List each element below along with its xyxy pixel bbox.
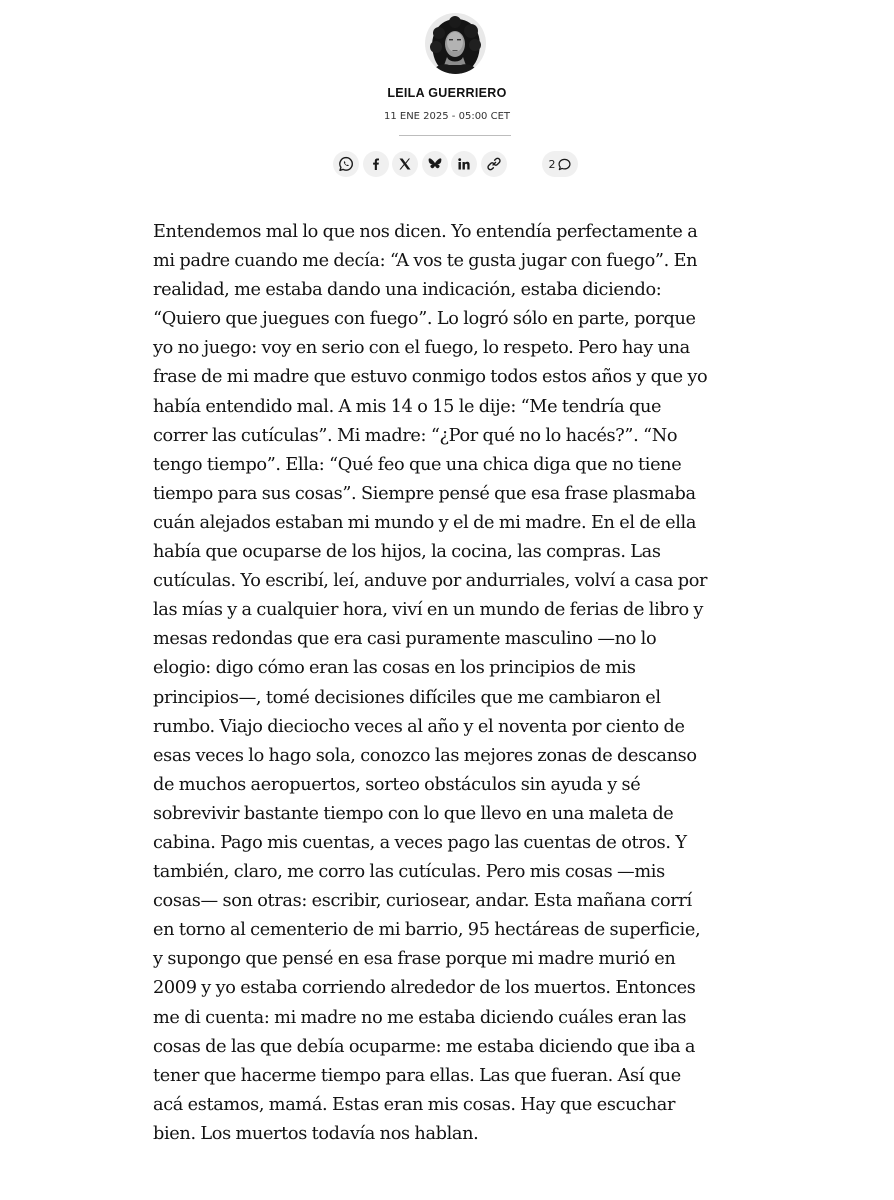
article-line: había que ocuparse de los hijos, la cocina, las compras. Las <box>153 542 661 563</box>
article-line: cabina. Pago mis cuentas, a veces pago las cuentas de otros. Y <box>153 832 687 853</box>
article-line: tiempo para sus cosas”. Siempre pensé que esa frase plasmaba <box>153 483 696 504</box>
article-line: principios—, tomé decisiones difíciles que me cambiaron el <box>153 687 661 708</box>
article-line: cosas— son otras: escribir, curiosear, andar. Esta mañana corrí <box>153 891 692 912</box>
author-photo <box>425 13 486 74</box>
share-linkedin-button[interactable] <box>451 151 477 177</box>
linkedin-icon <box>456 156 472 172</box>
article-line: las mías y a cualquier hora, viví en un mundo de ferias de libro y <box>153 600 704 621</box>
article-line: frase de mi madre que estuvo conmigo todos estos años y que yo <box>153 367 708 388</box>
article-line: cutículas. Yo escribí, leí, anduve por andurriales, volví a casa por <box>153 571 708 592</box>
article-line: sobrevivir bastante tiempo con lo que llevo en una maleta de <box>153 803 674 824</box>
article-line: mesas redondas que era casi puramente masculino —no lo <box>153 629 657 650</box>
facebook-icon <box>368 156 384 172</box>
divider <box>399 135 511 136</box>
avatar[interactable] <box>425 13 486 74</box>
article-line: yo no juego: voy en serio con el fuego, lo respeto. Pero hay una <box>153 338 690 359</box>
article-line: de muchos aeropuertos, sorteo obstáculos sin ayuda y sé <box>153 774 641 795</box>
article-line: en torno al cementerio de mi barrio, 95 hectáreas de superficie, <box>153 920 701 941</box>
article-line: acá estamos, mamá. Estas eran mis cosas. Hay que escuchar <box>153 1094 676 1115</box>
share-whatsapp-button[interactable] <box>333 151 359 177</box>
article-line: Entendemos mal lo que nos dicen. Yo entendía perfectamente a <box>153 222 698 242</box>
author-name[interactable]: LEILA GUERRIERO <box>387 86 507 100</box>
article-line: esas veces lo hago sola, conozco las mejores zonas de descanso <box>153 745 697 766</box>
article-line: “Quiero que juegues con fuego”. Lo logró sólo en parte, porque <box>153 309 696 330</box>
share-bluesky-button[interactable] <box>422 151 448 177</box>
article-line: realidad, me estaba dando una indicación, estaba diciendo: <box>153 280 662 301</box>
article-line: elogio: digo cómo eran las cosas en los principios de mis <box>153 658 636 679</box>
article-line: cuán alejados estaban mi mundo y el de mi madre. En el de ella <box>153 512 697 533</box>
whatsapp-icon <box>338 156 354 172</box>
article-line: 2009 y yo estaba corriendo alrededor de los muertos. Entonces <box>153 978 696 999</box>
article-line: mi padre cuando me decía: “A vos te gusta jugar con fuego”. En <box>153 251 698 272</box>
publish-date: 11 ENE 2025 - 05:00 CET <box>383 111 511 122</box>
comments-count: 2 <box>548 157 556 171</box>
share-copy-link-button[interactable] <box>481 151 507 177</box>
link-icon <box>486 156 502 172</box>
article-line: correr las cutículas”. Mi madre: “¿Por qué no lo hacés?”. “No <box>153 425 678 446</box>
share-facebook-button[interactable] <box>363 151 389 177</box>
x-icon <box>397 156 413 172</box>
article-body <box>153 218 763 1149</box>
article-line: también, claro, me corro las cutículas. Pero mis cosas —mis <box>153 862 665 883</box>
article-line: me di cuenta: mi madre no me estaba diciendo cuáles eran las <box>153 1007 687 1028</box>
bluesky-icon <box>427 156 443 172</box>
article-line: rumbo. Viajo dieciocho veces al año y el noventa por ciento de <box>153 716 685 737</box>
share-x-button[interactable] <box>392 151 418 177</box>
article-line: y supongo que pensé en esa frase porque mi madre murió en <box>153 949 676 970</box>
article-line: cosas de las que debía ocuparme: me estaba diciendo que iba a <box>153 1036 696 1057</box>
comment-bubble-icon <box>557 157 572 172</box>
article-line: tengo tiempo”. Ella: “Qué feo que una chica diga que no tiene <box>153 454 682 475</box>
article-line: bien. Los muertos todavía nos hablan. <box>153 1123 479 1144</box>
article-line: tener que hacerme tiempo para ellas. Las que fueran. Así que <box>153 1065 681 1086</box>
share-toolbar <box>333 150 578 178</box>
comments-button[interactable] <box>542 151 578 177</box>
article-line: había entendido mal. A mis 14 o 15 le dije: “Me tendría que <box>153 396 662 417</box>
